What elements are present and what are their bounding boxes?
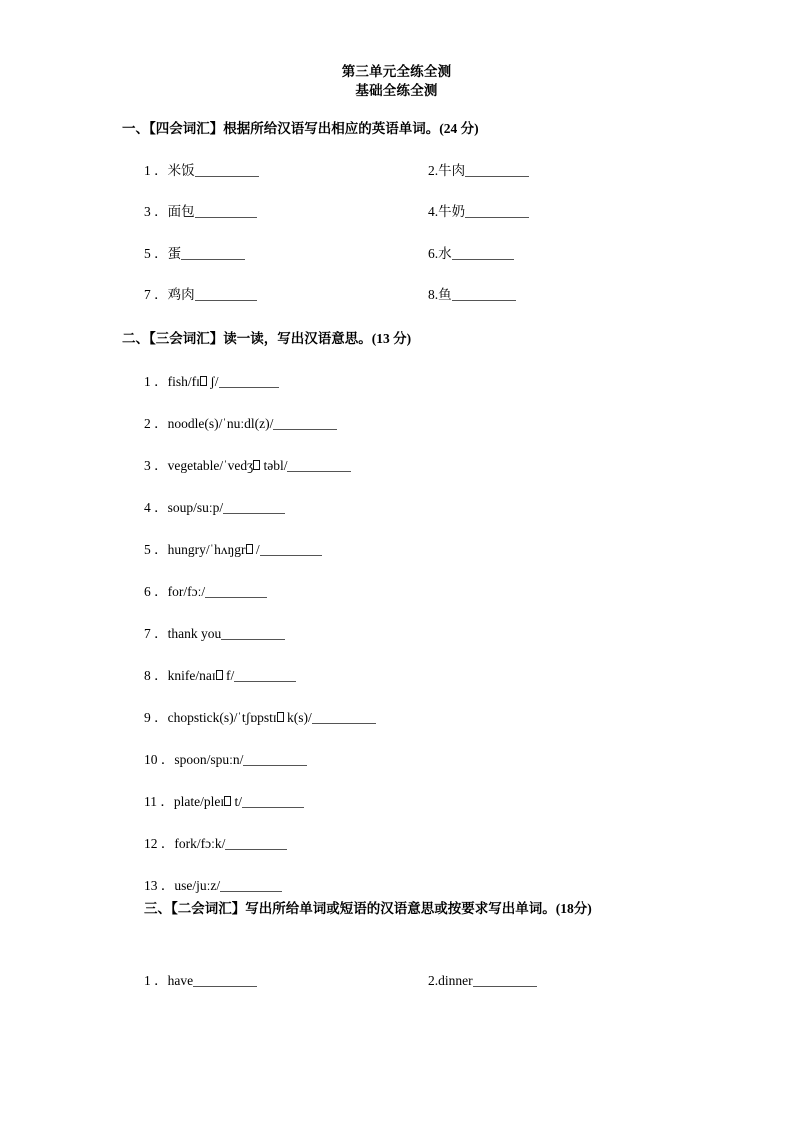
- answer-blank[interactable]: [287, 471, 351, 472]
- phonetic-item-spoon: [144, 751, 307, 769]
- item-phonetic-pre: /naɪ: [195, 668, 216, 683]
- answer-blank[interactable]: [181, 259, 245, 260]
- item-number: 6 ．: [144, 584, 168, 599]
- section-1-row-2: [0, 203, 793, 243]
- section-1-row-3: [0, 245, 793, 285]
- section-2-heading-text: 二、【三会词汇】读一读，写出汉语意思。: [122, 331, 372, 346]
- answer-blank[interactable]: [223, 513, 285, 514]
- item-word: hungry: [167, 542, 206, 557]
- answer-blank[interactable]: [242, 807, 304, 808]
- item-phonetic-pre: /spuːn/: [206, 752, 244, 767]
- item-rice: [144, 162, 259, 180]
- item-phonetic-pre: /fɔː/: [183, 584, 206, 599]
- item-number: 12 ．: [144, 836, 175, 851]
- item-phonetic-pre: /ˈnuːdl(z)/: [218, 416, 274, 431]
- item-word: 牛奶: [438, 204, 466, 219]
- item-phonetic-post: t/: [231, 794, 243, 809]
- answer-blank[interactable]: [452, 259, 514, 260]
- item-word: 蛋: [167, 246, 182, 261]
- item-number: 1 ．: [144, 374, 168, 389]
- item-number: 3 ．: [144, 458, 168, 473]
- section-3-heading-text: 三、【二会词汇】写出所给单词或短语的汉语意思或按要求写出单词。: [144, 901, 556, 916]
- item-phonetic-pre: /juːz/: [192, 878, 221, 893]
- phonetic-item-knife: [144, 667, 296, 685]
- answer-blank[interactable]: [312, 723, 376, 724]
- item-milk: [428, 203, 529, 221]
- section-1-heading: [122, 118, 682, 139]
- item-beef: [428, 162, 529, 180]
- item-word: fish: [167, 374, 188, 389]
- item-phonetic-post: təbl/: [260, 458, 288, 473]
- phonetic-item-plate: [144, 793, 304, 811]
- phonetic-item-fork: [144, 835, 287, 853]
- item-word: noodle(s): [167, 416, 219, 431]
- document-title: [0, 62, 793, 100]
- item-word: for: [167, 584, 184, 599]
- missing-glyph-icon: [216, 670, 223, 680]
- answer-blank[interactable]: [273, 429, 337, 430]
- item-number: 9 ．: [144, 710, 168, 725]
- item-word: plate: [173, 794, 201, 809]
- item-have: [144, 972, 257, 990]
- item-number: 13 ．: [144, 878, 175, 893]
- item-word: vegetable: [167, 458, 220, 473]
- item-number: 8.: [428, 287, 439, 302]
- item-word: have: [167, 973, 194, 988]
- item-phonetic-post: f/: [222, 668, 235, 683]
- phonetic-item-soup: [144, 499, 285, 517]
- item-word: dinner: [438, 973, 473, 988]
- item-word: knife: [167, 668, 196, 683]
- item-number: 7 ．: [144, 287, 168, 302]
- missing-glyph-icon: [200, 376, 207, 386]
- item-egg: [144, 245, 245, 263]
- phonetic-item-noodles: [144, 415, 337, 433]
- item-phonetic-post: ʃ/: [206, 374, 219, 389]
- item-number: 11 ．: [144, 794, 174, 809]
- item-number: 1 ．: [144, 973, 168, 988]
- section-1-heading-text: 一、【四会词汇】根据所给汉语写出相应的英语单词。: [122, 121, 440, 136]
- phonetic-item-thank-you: [144, 625, 285, 643]
- item-word: 牛肉: [438, 163, 466, 178]
- item-word: 水: [438, 246, 452, 261]
- answer-blank[interactable]: [452, 300, 516, 301]
- item-phonetic-pre: /ˈvedʒ: [219, 458, 254, 473]
- phonetic-item-use: [144, 877, 282, 895]
- answer-blank[interactable]: [221, 639, 285, 640]
- item-word: 鱼: [438, 287, 452, 302]
- item-chicken: [144, 286, 257, 304]
- item-phonetic-pre: /fɪ: [187, 374, 200, 389]
- item-word: chopstick(s): [167, 710, 234, 725]
- section-2-heading: [122, 328, 682, 349]
- item-number: 10 ．: [144, 752, 175, 767]
- section-1-points: (24 分): [439, 121, 479, 136]
- title-line-1: 第三单元全练全测: [341, 64, 452, 79]
- answer-blank[interactable]: [234, 681, 296, 682]
- item-phonetic-pre: /pleɪ: [200, 794, 225, 809]
- answer-blank[interactable]: [219, 387, 279, 388]
- item-phonetic-pre: /ˈhʌŋgr: [205, 542, 246, 557]
- answer-blank[interactable]: [195, 300, 257, 301]
- item-word: fork: [174, 836, 197, 851]
- item-word: 鸡肉: [167, 287, 195, 302]
- phonetic-item-vegetable: [144, 457, 351, 475]
- missing-glyph-icon: [246, 544, 253, 554]
- answer-blank[interactable]: [195, 176, 259, 177]
- section-3-points-wrap: 分): [573, 901, 592, 916]
- answer-blank[interactable]: [205, 597, 267, 598]
- item-number: 2 ．: [144, 416, 168, 431]
- item-word: use: [174, 878, 193, 893]
- item-word: 米饭: [167, 163, 195, 178]
- item-number: 1 ．: [144, 163, 168, 178]
- title-line-2: 基础全练全测: [355, 83, 438, 98]
- phonetic-item-chopsticks: [144, 709, 376, 727]
- item-water: [428, 245, 514, 263]
- answer-blank[interactable]: [260, 555, 322, 556]
- phonetic-item-for: [144, 583, 267, 601]
- missing-glyph-icon: [277, 712, 284, 722]
- item-dinner: [428, 972, 537, 990]
- answer-blank[interactable]: [195, 217, 257, 218]
- section-3-heading: [122, 898, 690, 919]
- section-1-row-1: [0, 162, 793, 202]
- answer-blank[interactable]: [465, 217, 529, 218]
- item-fish-cn: [428, 286, 516, 304]
- item-phonetic-pre: /fɔːk/: [196, 836, 226, 851]
- item-number: 7 ．: [144, 626, 168, 641]
- item-number: 5 ．: [144, 246, 168, 261]
- item-word: thank you: [167, 626, 222, 641]
- phonetic-item-fish: [144, 373, 279, 391]
- item-number: 4.: [428, 204, 439, 219]
- section-3-points: (18: [555, 901, 574, 916]
- item-number: 4 ．: [144, 500, 168, 515]
- answer-blank[interactable]: [473, 986, 537, 987]
- item-phonetic-post: k(s)/: [283, 710, 312, 725]
- item-number: 6.: [428, 246, 439, 261]
- item-number: 8 ．: [144, 668, 168, 683]
- item-number: 5 ．: [144, 542, 168, 557]
- item-number: 2.: [428, 163, 439, 178]
- answer-blank[interactable]: [193, 986, 257, 987]
- answer-blank[interactable]: [465, 176, 529, 177]
- item-number: 2.: [428, 973, 439, 988]
- item-word: soup: [167, 500, 194, 515]
- item-word: 面包: [167, 204, 195, 219]
- item-phonetic-pre: /ˈtʃɒpstɪ: [233, 710, 277, 725]
- item-bread: [144, 203, 257, 221]
- item-word: spoon: [174, 752, 207, 767]
- section-3-row-1: [0, 972, 793, 1012]
- phonetic-item-hungry: [144, 541, 322, 559]
- item-number: 3 ．: [144, 204, 168, 219]
- answer-blank[interactable]: [220, 891, 282, 892]
- item-phonetic-post: /: [252, 542, 260, 557]
- answer-blank[interactable]: [243, 765, 307, 766]
- section-2-points: (13 分): [371, 331, 412, 346]
- answer-blank[interactable]: [225, 849, 287, 850]
- item-phonetic-pre: /suːp/: [193, 500, 224, 515]
- section-1-row-4: [0, 286, 793, 326]
